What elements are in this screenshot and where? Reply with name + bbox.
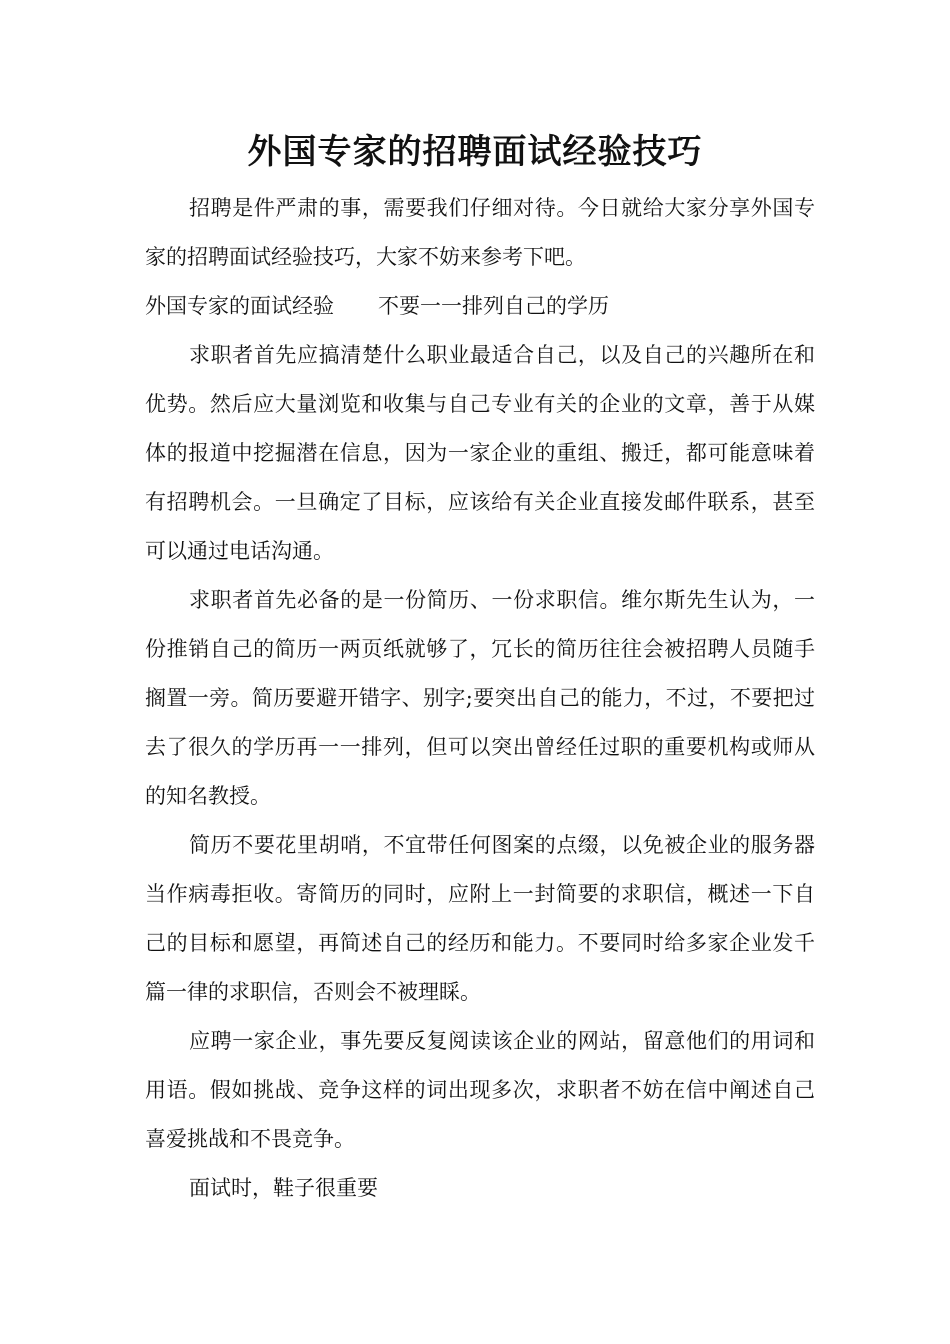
body-paragraph: 求职者首先应搞清楚什么职业最适合自己，以及自己的兴趣所在和优势。然后应大量浏览和收集与自己专业有关的企业的文章，善于从媒体的报道中挖掘潜在信息，因为一家企业的重组、搬迁，都可能意味着有招聘机会。一旦确定了目标，应该给有关企业直接发邮件联系，甚至可以通过电话沟通。 — [145, 343, 815, 563]
document-body — [145, 184, 815, 1213]
trailing-line: 面试时，鞋子很重要 — [189, 1176, 378, 1200]
document-title: 外国专家的招聘面试经验技巧 — [247, 132, 703, 172]
intro-paragraph: 招聘是件严肃的事，需要我们仔细对待。今日就给大家分享外国专家的招聘面试经验技巧，大家不妨来参考下吧。 — [145, 196, 815, 269]
section-heading: 外国专家的面试经验 — [145, 294, 334, 318]
section-heading-line — [145, 282, 815, 331]
body-paragraph: 应聘一家企业，事先要反复阅读该企业的网站，留意他们的用词和用语。假如挑战、竞争这样的词出现多次，求职者不妨在信中阐述自己喜爱挑战和不畏竞争。 — [145, 1029, 815, 1151]
body-paragraph: 简历不要花里胡哨，不宜带任何图案的点缀，以免被企业的服务器当作病毒拒收。寄简历的同时，应附上一封简要的求职信，概述一下自己的目标和愿望，再简述自己的经历和能力。不要同时给多家企业发千篇一律的求职信，否则会不被理睬。 — [145, 833, 815, 1004]
body-paragraph: 求职者首先必备的是一份简历、一份求职信。维尔斯先生认为，一份推销自己的简历一两页纸就够了，冗长的简历往往会被招聘人员随手搁置一旁。简历要避开错字、别字;要突出自己的能力，不过，不要把过去了很久的学历再一一排列，但可以突出曾经任过职的重要机构或师从的知名教授。 — [145, 588, 815, 808]
section-subheading: 不要一一排列自己的学历 — [378, 294, 609, 318]
